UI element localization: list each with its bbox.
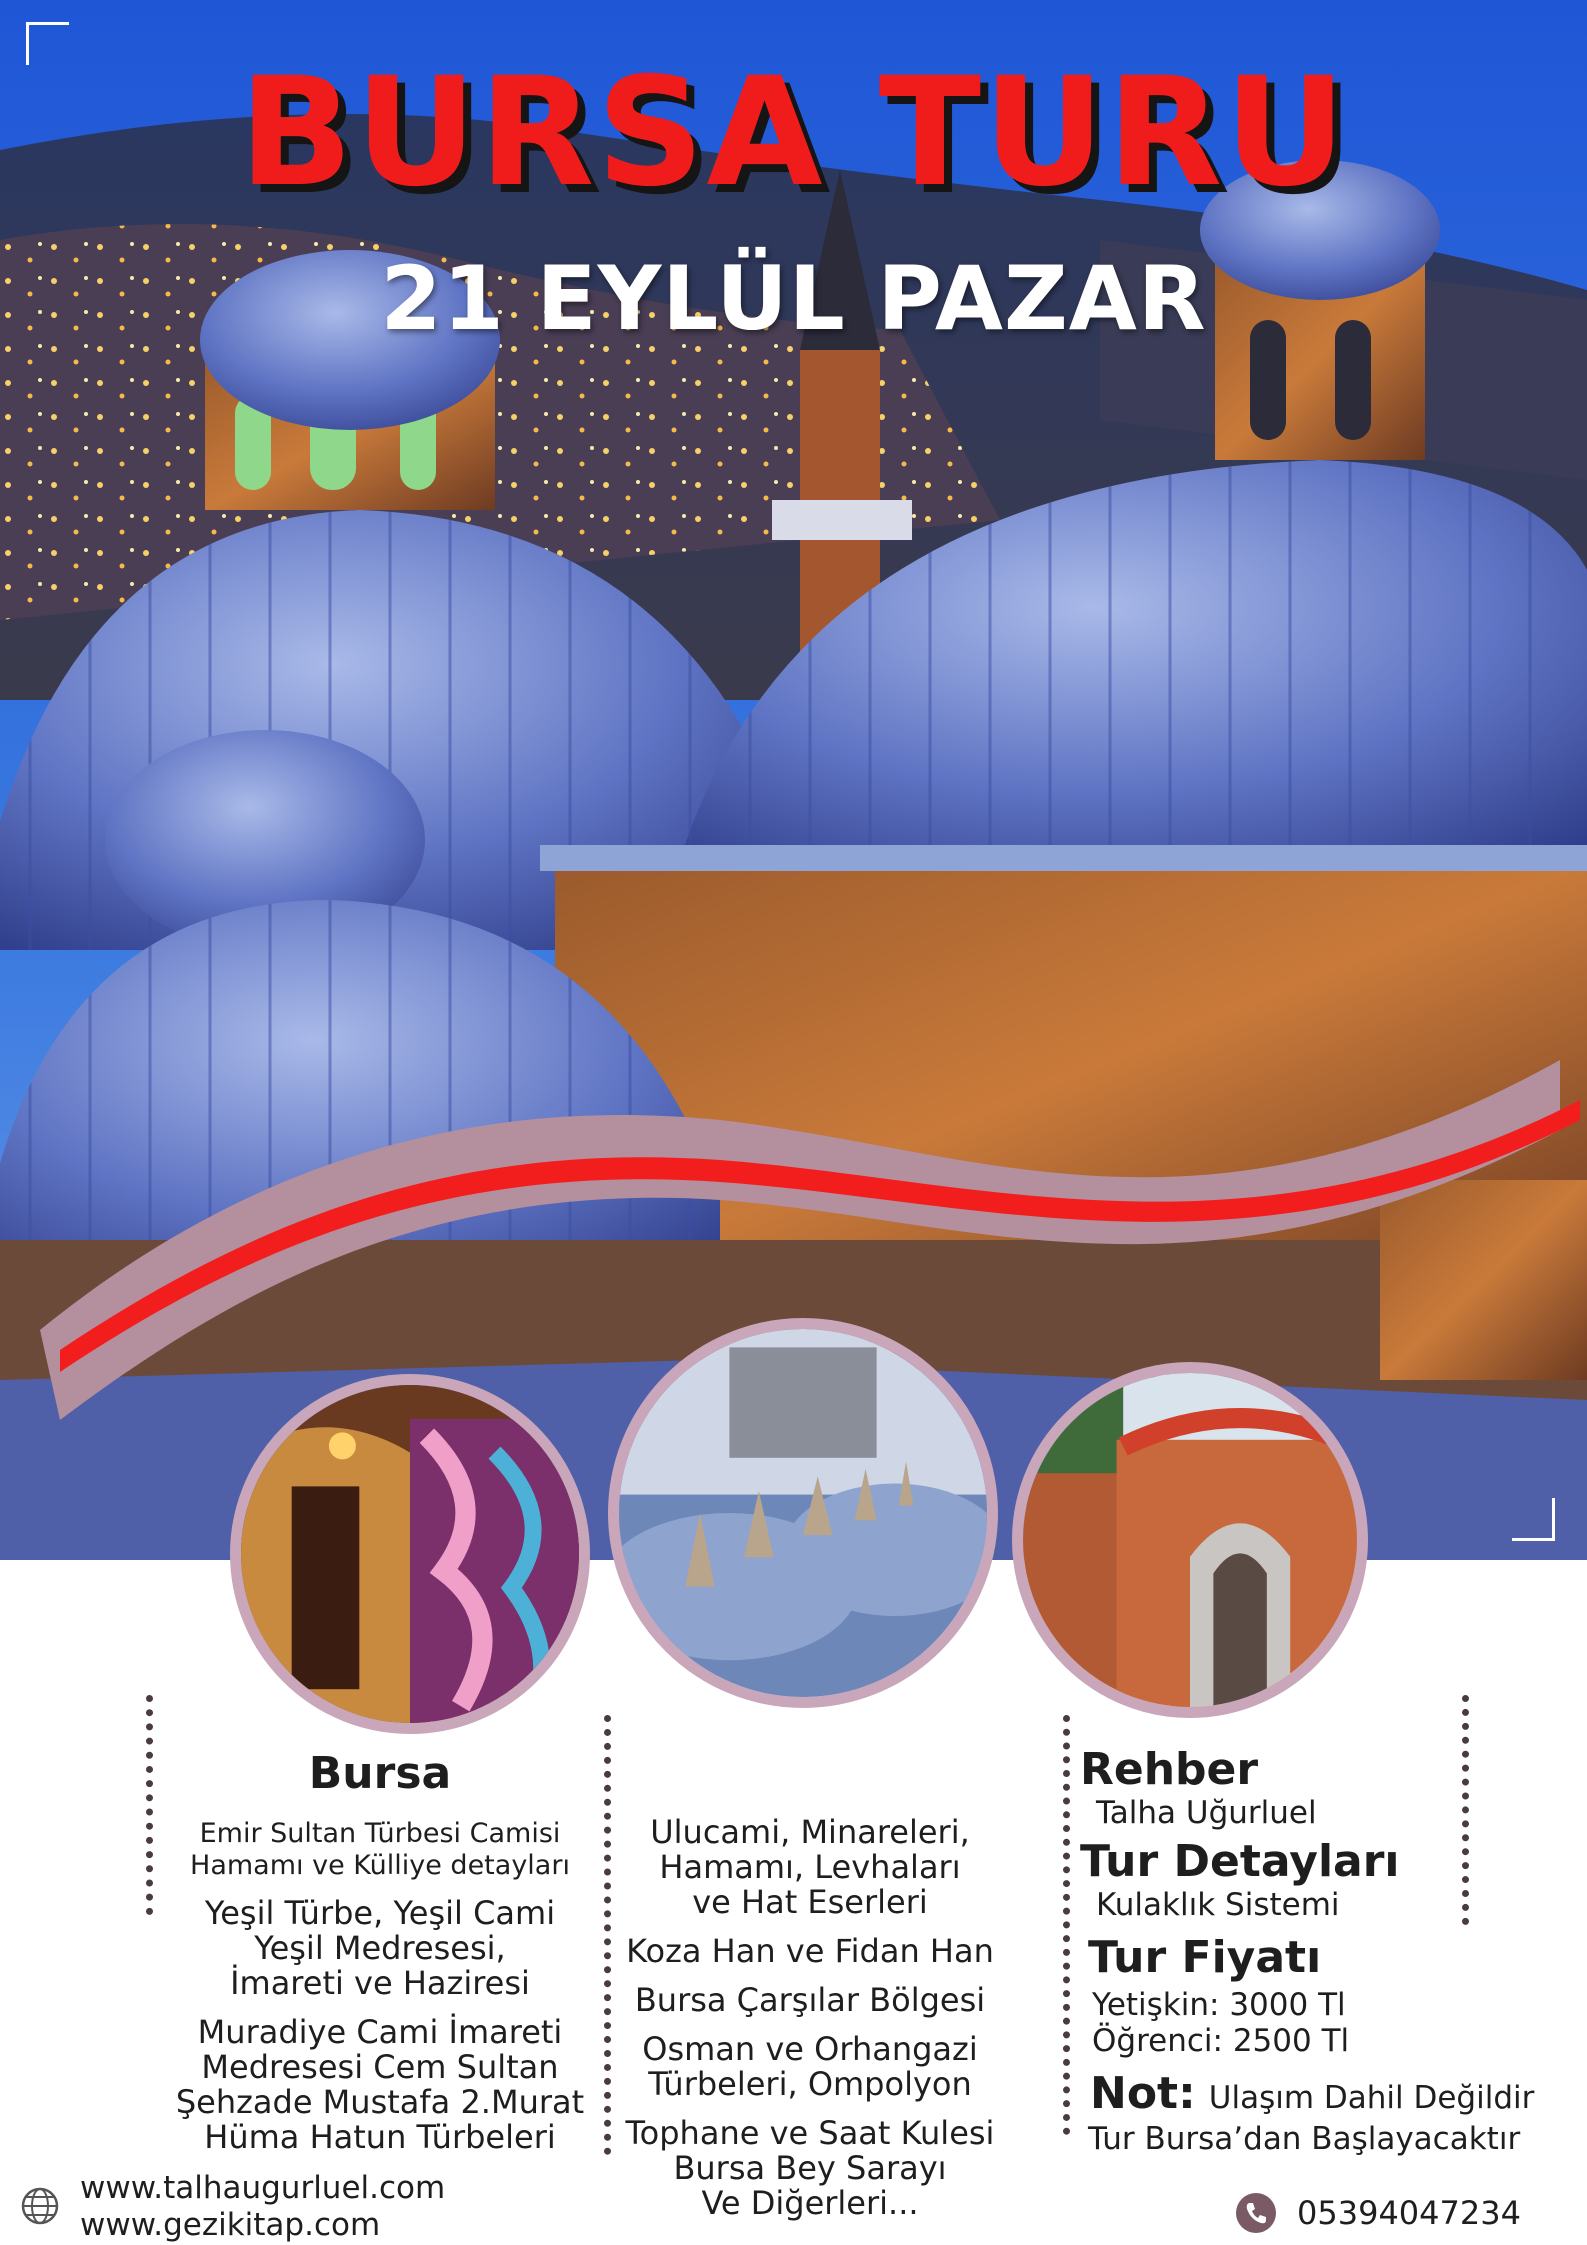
globe-icon: [20, 2186, 60, 2226]
details-value: Kulaklık Sistemi: [1096, 1887, 1340, 1923]
list-item: Hamamı ve Külliye detayları: [190, 1850, 570, 1882]
bazaar-photo: [230, 1374, 590, 1734]
list-item: Yeşil Türbe, Yeşil Cami: [204, 1894, 556, 1933]
list-item: Bursa Bey Sarayı: [673, 2149, 947, 2187]
column-middle: [610, 1815, 1010, 2221]
poster-title: BURSA TURU: [238, 46, 1349, 220]
dome-chimneys-photo: [608, 1318, 998, 1708]
list-item: Ve Diğerleri...: [701, 2184, 919, 2222]
list-item: Osman ve Orhangazi: [642, 2030, 978, 2068]
list-item: Türbeleri, Ompolyon: [648, 2065, 972, 2103]
guide-name: Talha Uğurluel: [1096, 1795, 1317, 1831]
list-item: Yeşil Medresesi,: [254, 1929, 506, 1968]
list-item: Emir Sultan Türbesi Camisi: [199, 1818, 561, 1850]
note-line: [1090, 2069, 1580, 2119]
corner-mark-bottom-right: [1512, 1498, 1555, 1541]
list-item: Koza Han ve Fidan Han: [626, 1932, 994, 1970]
guide-heading: Rehber: [1080, 1744, 1259, 1795]
phone-number[interactable]: 05394047234: [1297, 2194, 1521, 2232]
price-heading: Tur Fiyatı: [1088, 1932, 1322, 1983]
note-text: Ulaşım Dahil Değildir: [1208, 2080, 1535, 2116]
column-left: [150, 1750, 610, 2155]
note-label: Not:: [1090, 2068, 1196, 2119]
list-item: Hamamı, Levhaları: [659, 1848, 961, 1886]
price-student: Öğrenci: 2500 Tl: [1092, 2023, 1350, 2059]
list-item: Tophane ve Saat Kulesi: [625, 2114, 995, 2152]
list-item: Şehzade Mustafa 2.Murat: [175, 2083, 585, 2122]
list-item: Bursa Çarşılar Bölgesi: [634, 1981, 986, 2019]
column-heading-bursa: Bursa: [308, 1748, 452, 1799]
website-block: [20, 2170, 445, 2244]
tour-date: 21 EYLÜL PAZAR: [380, 247, 1207, 350]
phone-icon: [1235, 2192, 1277, 2234]
details-heading: Tur Detayları: [1080, 1836, 1400, 1887]
note-text-2: Tur Bursa’dan Başlayacaktır: [1088, 2121, 1521, 2157]
website-link-2[interactable]: www.gezikitap.com: [80, 2207, 381, 2243]
website-link-1[interactable]: www.talhaugurluel.com: [80, 2170, 446, 2206]
list-item: Muradiye Cami İmareti: [197, 2013, 563, 2052]
mosque-gate-photo: [1012, 1362, 1368, 1718]
list-item: ve Hat Eserleri: [692, 1883, 928, 1921]
divider-right-inner: [1063, 1715, 1070, 2135]
list-item: Hüma Hatun Türbeleri: [204, 2118, 556, 2157]
list-item: Ulucami, Minareleri,: [650, 1813, 970, 1851]
column-right: [1080, 1745, 1580, 2159]
list-item: İmareti ve Haziresi: [230, 1964, 530, 2003]
list-item: Medresesi Cem Sultan: [201, 2048, 559, 2087]
price-adult: Yetişkin: 3000 Tl: [1092, 1987, 1346, 2023]
